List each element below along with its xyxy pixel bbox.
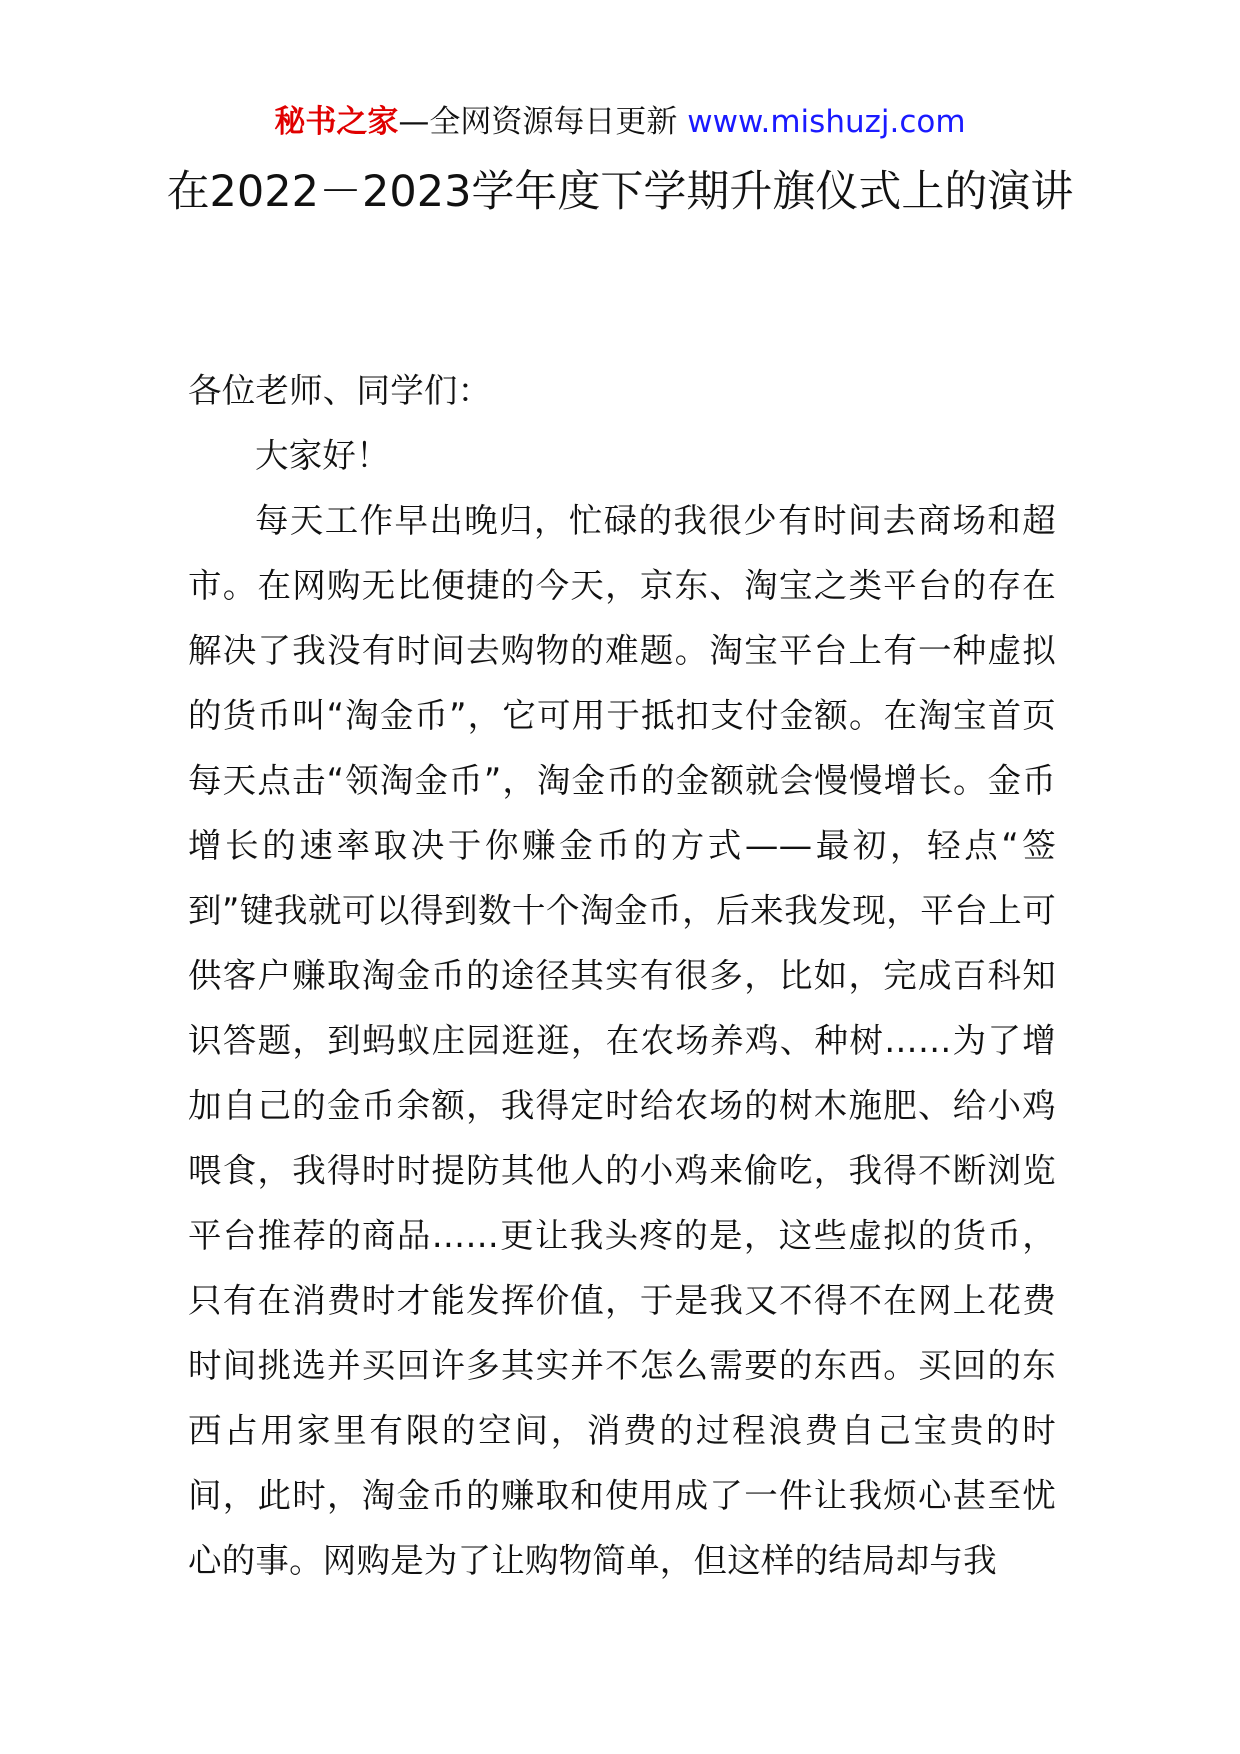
- site-url[interactable]: www.mishuzj.com: [687, 104, 966, 140]
- body-paragraph: 每天工作早出晚归，忙碌的我很少有时间去商场和超市。在网购无比便捷的今天，京东、淘宝之类平台的存在解决了我没有时间去购物的难题。淘宝平台上有一种虚拟的货币叫“淘金币”，它可用于抵扣支付金额。在淘宝首页每天点击“领淘金币”，淘金币的金额就会慢慢增长。金币增长的速率取决于你赚金币的方式——最初，轻点“签到”键我就可以得到数十个淘金币，后来我发现，平台上可供客户赚取淘金币的途径其实有很多，比如，完成百科知识答题，到蚂蚁庄园逛逛，在农场养鸡、种树……为了增加自己的金币余额，我得定时给农场的树木施肥、给小鸡喂食，我得时时提防其他人的小鸡来偷吃，我得不断浏览平台推荐的商品……更让我头疼的是，这些虚拟的货币，只有在消费时才能发挥价值，于是我又不得不在网上花费时间挑选并买回许多其实并不怎么需要的东西。买回的东西占用家里有限的空间，消费的过程浪费自己宝贵的时间，此时，淘金币的赚取和使用成了一件让我烦心甚至忧心的事。网购是为了让购物简单，但这样的结局却与我: [188, 501, 1056, 1580]
- greeting: 大家好！: [255, 436, 390, 475]
- salutation: 各位老师、同学们：: [188, 371, 492, 410]
- site-brand: 秘书之家: [274, 104, 399, 140]
- site-slogan: —全网资源每日更新: [398, 104, 678, 140]
- site-header: [0, 100, 1240, 144]
- document-body: [188, 358, 1056, 1593]
- document-title: 在2022－2023学年度下学期升旗仪式上的演讲: [166, 167, 1074, 217]
